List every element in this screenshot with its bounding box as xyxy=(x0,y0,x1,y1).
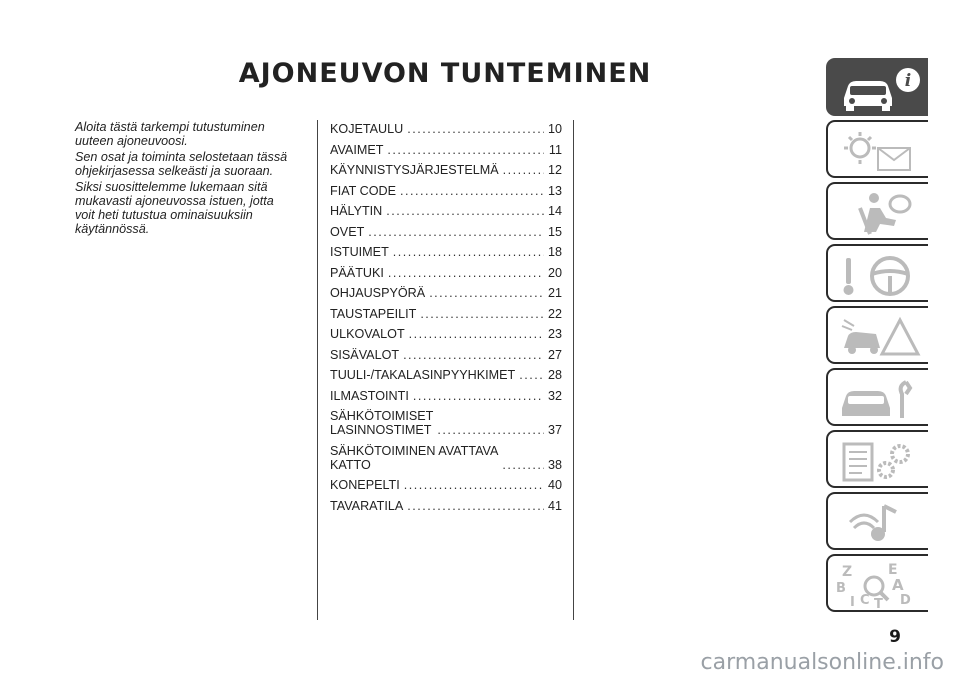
toc-page: 32 xyxy=(547,388,562,403)
index-letter: D xyxy=(900,593,911,608)
warning-lights-icon xyxy=(834,126,926,176)
toc-label: FIAT CODE xyxy=(330,183,397,198)
intro-paragraph: Aloita tästä tarkempi tutustuminen uuteen ajoneuvoosi. xyxy=(75,120,265,148)
toc-page: 18 xyxy=(547,245,562,259)
toc-entry[interactable] xyxy=(330,204,562,218)
toc-label: TAUSTAPEILIT xyxy=(330,306,417,321)
toc-page: 13 xyxy=(547,183,562,198)
toc-label: OHJAUSPYÖRÄ xyxy=(330,286,426,300)
toc-leader xyxy=(413,389,544,403)
toc-entry[interactable] xyxy=(330,122,562,136)
tab-multimedia[interactable] xyxy=(826,492,928,550)
toc-page: 14 xyxy=(547,204,562,218)
toc-page: 41 xyxy=(547,498,562,513)
toc-leader xyxy=(393,245,544,259)
toc-label: KONEPELTI xyxy=(330,478,400,492)
toc-entry[interactable] xyxy=(330,444,562,472)
toc-page: 20 xyxy=(547,265,562,280)
toc-page: 23 xyxy=(547,327,562,341)
index-letter: C xyxy=(860,593,870,608)
multimedia-icon xyxy=(834,498,926,548)
chapter-tabs xyxy=(826,58,928,616)
toc-entry[interactable] xyxy=(330,327,562,341)
toc-leader xyxy=(404,478,544,492)
toc-leader xyxy=(429,286,544,300)
intro-paragraph: Sen osat ja toiminta selostetaan tässä ohjekirjasessa selkeästi ja suoraan. xyxy=(75,150,288,178)
toc-label: PÄÄTUKI xyxy=(330,265,384,280)
toc-label: KÄYNNISTYSJÄRJESTELMÄ xyxy=(330,163,499,177)
toc-leader xyxy=(503,163,544,177)
toc-entry[interactable] xyxy=(330,307,562,321)
toc-leader xyxy=(519,368,544,382)
tab-warning-lights[interactable] xyxy=(826,120,928,178)
toc-leader xyxy=(400,184,544,198)
toc-entry[interactable] xyxy=(330,286,562,300)
toc-page: 40 xyxy=(547,478,562,492)
svg-text:i: i xyxy=(904,71,912,91)
tab-technical-data[interactable] xyxy=(826,430,928,488)
toc-page: 28 xyxy=(547,368,562,382)
intro-text xyxy=(75,120,295,238)
toc-entry[interactable] xyxy=(330,163,562,177)
toc-leader xyxy=(409,327,544,341)
toc-leader xyxy=(388,266,544,280)
toc-page: 37 xyxy=(547,423,562,437)
tab-index[interactable] xyxy=(826,554,928,612)
index-letter: B xyxy=(836,581,846,596)
tab-car-info[interactable] xyxy=(826,58,928,116)
column-divider xyxy=(573,120,574,620)
toc-entry[interactable] xyxy=(330,478,562,492)
toc-label: AVAIMET xyxy=(330,142,384,157)
toc-label: ISTUIMET xyxy=(330,245,389,259)
table-of-contents xyxy=(330,122,562,519)
technical-data-icon xyxy=(834,436,926,486)
toc-leader xyxy=(368,225,544,239)
toc-label: SISÄVALOT xyxy=(330,347,400,362)
toc-page: 15 xyxy=(547,224,562,239)
intro-paragraph: Siksi suosittelemme lukemaan sitä mukavasti ajoneuvossa istuen, jotta voit heti tutustua ominaisuuksiin käytännössä. xyxy=(75,180,274,236)
tab-maintenance[interactable] xyxy=(826,368,928,426)
toc-entry[interactable] xyxy=(330,389,562,403)
toc-leader xyxy=(386,204,544,218)
toc-leader xyxy=(420,307,544,321)
toc-label: TAVARATILA xyxy=(330,498,404,513)
toc-label: HÄLYTIN xyxy=(330,204,383,218)
toc-entry[interactable] xyxy=(330,266,562,280)
toc-leader xyxy=(502,458,544,472)
toc-entry[interactable] xyxy=(330,499,562,513)
toc-label: ULKOVALOT xyxy=(330,327,405,341)
toc-label: SÄHKÖTOIMISET LASINNOSTIMET xyxy=(330,409,434,437)
index-letter: T xyxy=(874,597,883,610)
index-letter: I xyxy=(850,595,855,610)
toc-entry[interactable] xyxy=(330,368,562,382)
toc-page: 27 xyxy=(547,347,562,362)
column-divider xyxy=(317,120,318,620)
emergency-icon xyxy=(834,312,926,362)
toc-page: 10 xyxy=(547,122,562,136)
page-number: 9 xyxy=(889,627,901,647)
toc-entry[interactable] xyxy=(330,348,562,362)
tab-starting-driving[interactable] xyxy=(826,244,928,302)
watermark: carmanualsonline.info xyxy=(700,650,944,675)
car-info-icon xyxy=(834,64,926,114)
toc-entry[interactable] xyxy=(330,184,562,198)
toc-leader xyxy=(437,423,544,437)
steering-wheel-icon xyxy=(834,250,926,300)
toc-page: 38 xyxy=(547,457,562,472)
index-letter: E xyxy=(888,562,898,578)
toc-entry[interactable] xyxy=(330,143,562,157)
toc-entry[interactable] xyxy=(330,245,562,259)
toc-page: 12 xyxy=(547,163,562,177)
toc-label: OVET xyxy=(330,224,365,239)
toc-leader xyxy=(407,122,544,136)
toc-leader xyxy=(403,348,544,362)
toc-label: ILMASTOINTI xyxy=(330,388,409,403)
tab-emergency[interactable] xyxy=(826,306,928,364)
toc-label: SÄHKÖTOIMINEN AVATTAVA KATTO xyxy=(330,443,499,472)
index-icon xyxy=(834,560,926,610)
tab-safety[interactable] xyxy=(826,182,928,240)
toc-page: 22 xyxy=(547,306,562,321)
index-letter: A xyxy=(892,576,904,594)
toc-entry[interactable] xyxy=(330,225,562,239)
toc-leader xyxy=(387,143,544,157)
index-letter: Z xyxy=(842,564,853,580)
airbag-seat-icon xyxy=(834,188,926,238)
car-maintenance-icon xyxy=(834,374,926,424)
toc-page: 11 xyxy=(548,142,562,157)
toc-page: 21 xyxy=(547,286,562,300)
toc-label: TUULI-/TAKALASINPYYHKIMET xyxy=(330,368,516,382)
toc-label: KOJETAULU xyxy=(330,122,404,136)
page-title: AJONEUVON TUNTEMINEN xyxy=(238,58,652,89)
toc-entry[interactable] xyxy=(330,409,562,437)
toc-leader xyxy=(407,499,544,513)
